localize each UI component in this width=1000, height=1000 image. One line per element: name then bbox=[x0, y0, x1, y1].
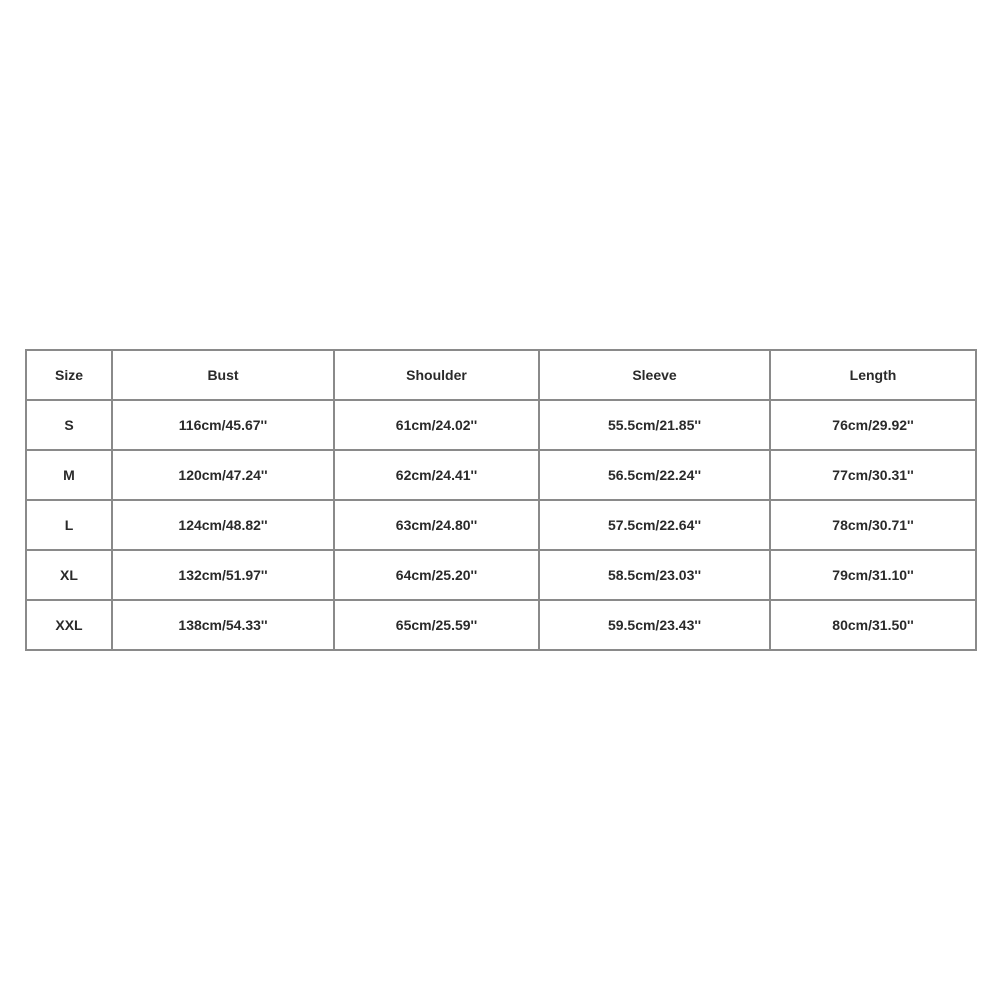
sleeve-cell: 58.5cm/23.03'' bbox=[539, 550, 770, 600]
bust-cell: 120cm/47.24'' bbox=[112, 450, 334, 500]
table-row bbox=[26, 400, 976, 450]
shoulder-cell: 61cm/24.02'' bbox=[334, 400, 539, 450]
size-cell: XXL bbox=[26, 600, 112, 650]
bust-cell: 116cm/45.67'' bbox=[112, 400, 334, 450]
length-cell: 78cm/30.71'' bbox=[770, 500, 976, 550]
table-row bbox=[26, 500, 976, 550]
size-cell: XL bbox=[26, 550, 112, 600]
table-row bbox=[26, 600, 976, 650]
bust-cell: 132cm/51.97'' bbox=[112, 550, 334, 600]
header-sleeve: Sleeve bbox=[539, 350, 770, 400]
bust-cell: 138cm/54.33'' bbox=[112, 600, 334, 650]
length-cell: 76cm/29.92'' bbox=[770, 400, 976, 450]
table-row bbox=[26, 450, 976, 500]
length-cell: 79cm/31.10'' bbox=[770, 550, 976, 600]
size-cell: M bbox=[26, 450, 112, 500]
sleeve-cell: 55.5cm/21.85'' bbox=[539, 400, 770, 450]
size-cell: L bbox=[26, 500, 112, 550]
size-cell: S bbox=[26, 400, 112, 450]
sleeve-cell: 59.5cm/23.43'' bbox=[539, 600, 770, 650]
table-header-row bbox=[26, 350, 976, 400]
shoulder-cell: 62cm/24.41'' bbox=[334, 450, 539, 500]
header-bust: Bust bbox=[112, 350, 334, 400]
length-cell: 77cm/30.31'' bbox=[770, 450, 976, 500]
bust-cell: 124cm/48.82'' bbox=[112, 500, 334, 550]
size-chart-table bbox=[25, 349, 977, 651]
sleeve-cell: 56.5cm/22.24'' bbox=[539, 450, 770, 500]
table-row bbox=[26, 550, 976, 600]
length-cell: 80cm/31.50'' bbox=[770, 600, 976, 650]
header-size: Size bbox=[26, 350, 112, 400]
shoulder-cell: 65cm/25.59'' bbox=[334, 600, 539, 650]
header-length: Length bbox=[770, 350, 976, 400]
shoulder-cell: 64cm/25.20'' bbox=[334, 550, 539, 600]
shoulder-cell: 63cm/24.80'' bbox=[334, 500, 539, 550]
sleeve-cell: 57.5cm/22.64'' bbox=[539, 500, 770, 550]
header-shoulder: Shoulder bbox=[334, 350, 539, 400]
